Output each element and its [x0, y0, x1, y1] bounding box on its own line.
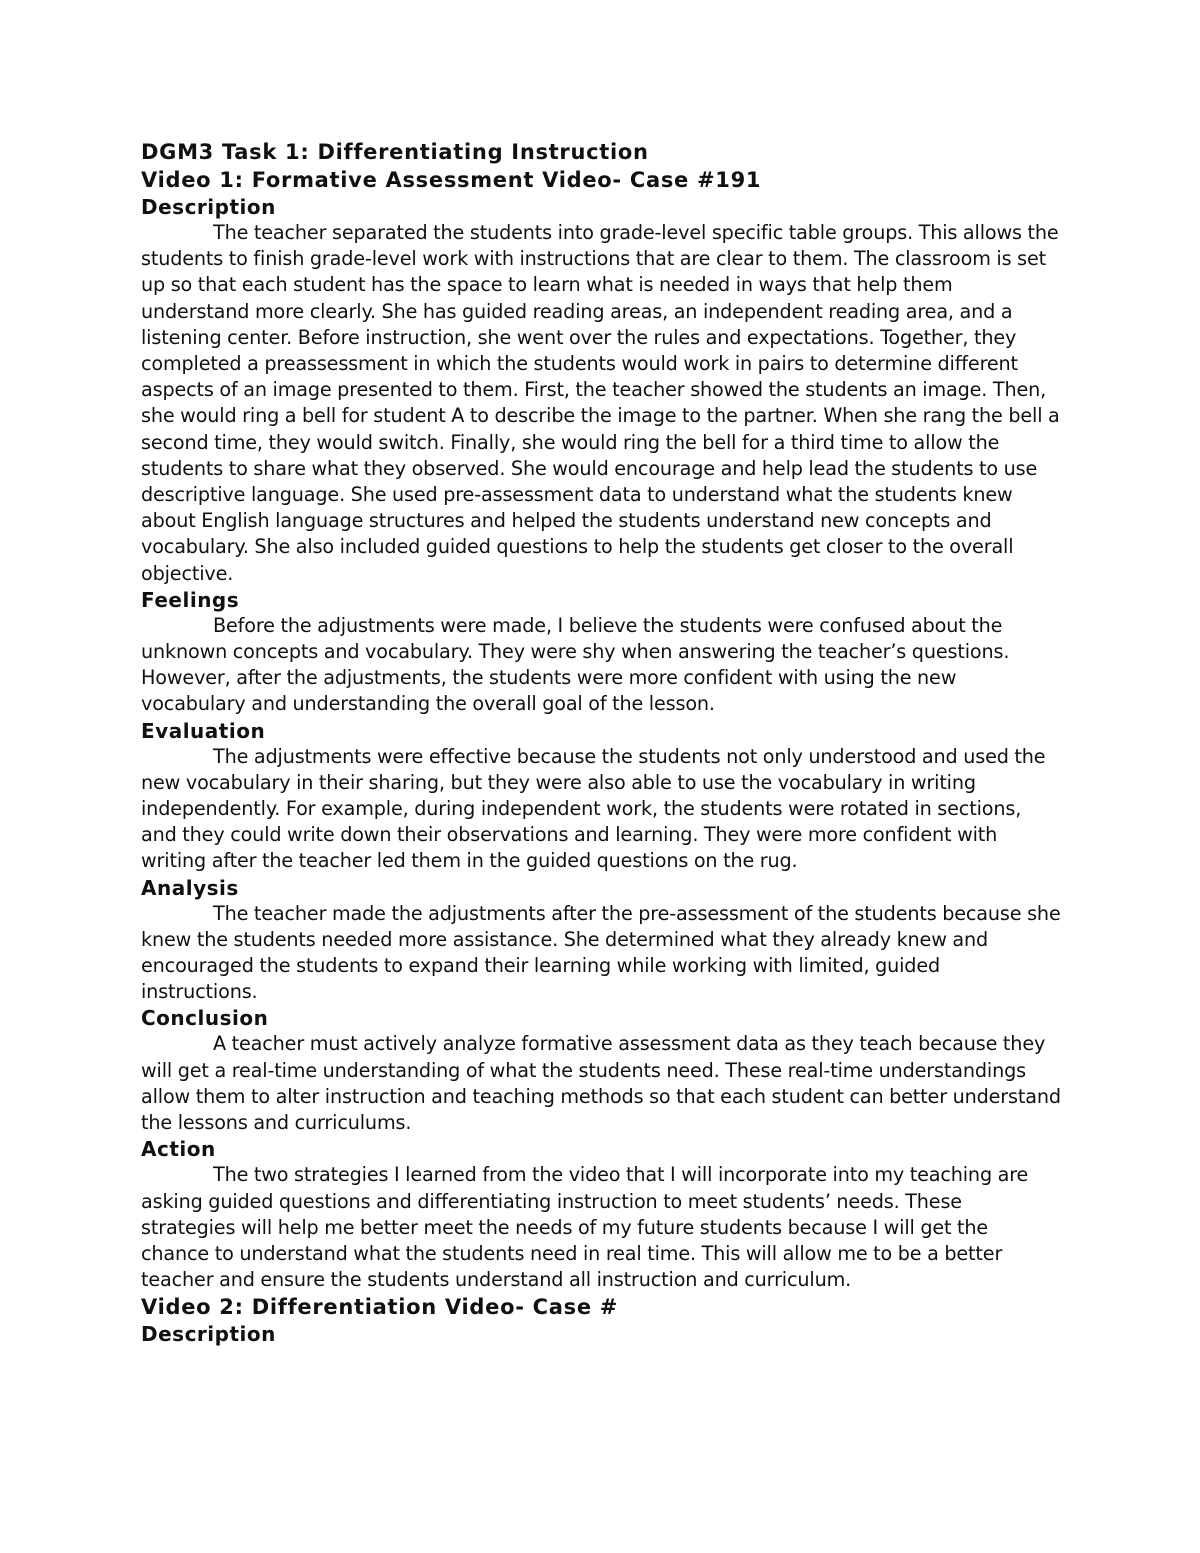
video2-heading: Video 2: Differentiation Video- Case # [141, 1295, 619, 1320]
video1-conclusion-heading: Conclusion [141, 1006, 269, 1031]
video1-evaluation-heading: Evaluation [141, 718, 266, 743]
video1-feelings-text: Before the adjustments were made, I believe the students were confused about the unknown concepts and vocabulary. They were shy when answering the teacher’s questions. However, after the adjustments, the students were more confident with using the new vocabulary and understanding the overall goal of the lesson. [141, 613, 1010, 716]
video1-heading: Video 1: Formative Assessment Video- Case #191 [141, 168, 762, 192]
video1-feelings-heading: Feelings [141, 587, 240, 612]
video1-description-text: The teacher separated the students into grade-level specific table groups. This allows the students to finish grade-level work with instructions that are clear to them. The classroom is set up so that each student has the space to learn what is needed in ways that help them understand more clearly. She has guided reading areas, an independent reading area, and a listening center. Before instruction, she went over the rules and expectations. Together, they completed a preassessment in which the students would work in pairs to determine different aspects of an image presented to them. First, the teacher showed the students an image. Then, she would ring a bell for student A to describe the image to the partner. When she rang the bell a second time, they would switch. Finally, she would ring the bell for a third time to allow the students to share what they observed. She would encourage and help lead the students to use descriptive language. She used pre-assessment data to understand what the students knew about English language structures and helped the students understand new concepts and vocabulary. She also included guided questions to help the students get closer to the overall objective. [141, 221, 1060, 585]
video1-action-text: The two strategies I learned from the video that I will incorporate into my teaching are asking guided questions and differentiating instruction to meet students’ needs. These strategies will help me better meet the needs of my future students because I will get the chance to understand what the students need in real time. This will allow me to be a better teacher and ensure the students understand all instruction and curriculum. [141, 1163, 1029, 1292]
video1-analysis-text: The teacher made the adjustments after the pre-assessment of the students because she knew the students needed more assistance. She determined what they already knew and encouraged the students to expand their learning while working with limited, guided instructions. [141, 901, 1061, 1004]
video1-analysis-heading: Analysis [141, 875, 239, 900]
video2-description-heading: Description [141, 1322, 276, 1347]
document-page [141, 138, 1061, 1347]
video1-conclusion-text: A teacher must actively analyze formative assessment data as they teach because they will get a real-time understanding of what the students need. These real-time understandings allow them to alter instruction and teaching methods so that each student can better understand the lessons and curriculums. [141, 1032, 1061, 1135]
video1-description-heading: Description [141, 195, 276, 219]
video1-action-heading: Action [141, 1137, 216, 1162]
video1-evaluation-text: The adjustments were effective because the students not only understood and used the new vocabulary in their sharing, but they were also able to use the vocabulary in writing independently. For example, during independent work, the students were rotated in sections, and they could write down their observations and learning. They were more confident with writing after the teacher led them in the guided questions on the rug. [141, 744, 1046, 873]
document-title: DGM3 Task 1: Differentiating Instruction [141, 140, 649, 164]
